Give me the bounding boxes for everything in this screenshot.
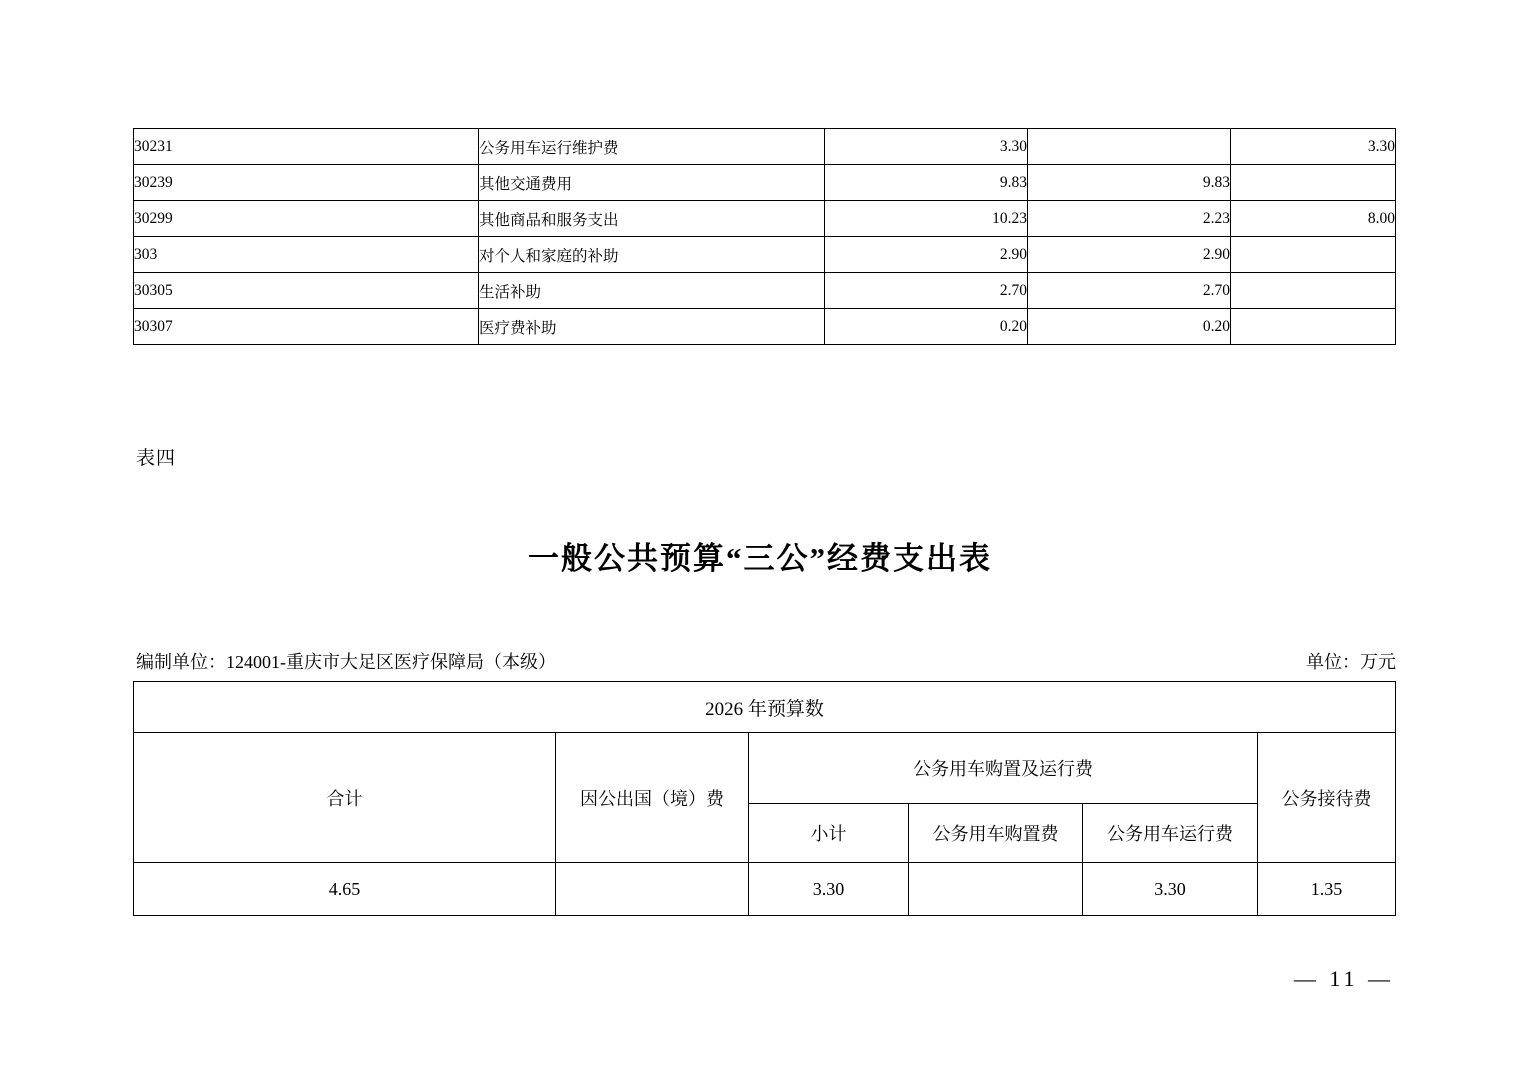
- row-name: 公务用车运行维护费: [479, 129, 825, 165]
- row-col5: [1231, 273, 1396, 309]
- header-abroad: 因公出国（境）费: [556, 733, 749, 863]
- value-abroad: [556, 863, 749, 916]
- row-col5: 8.00: [1231, 201, 1396, 237]
- table-header-row: [134, 733, 1396, 804]
- row-col4: 2.23: [1028, 201, 1231, 237]
- header-vehicle-operation: 公务用车运行费: [1083, 804, 1258, 863]
- row-name: 生活补助: [479, 273, 825, 309]
- table-row: [134, 309, 1396, 345]
- row-code: 30307: [134, 309, 479, 345]
- compiling-unit: 编制单位：124001-重庆市大足区医疗保障局（本级）: [136, 652, 556, 672]
- row-total: 10.23: [825, 201, 1028, 237]
- table-row-year: [134, 682, 1396, 733]
- header-vehicle-subtotal: 小计: [749, 804, 909, 863]
- year-header: 2026 年预算数: [134, 682, 1396, 733]
- row-name: 对个人和家庭的补助: [479, 237, 825, 273]
- row-total: 0.20: [825, 309, 1028, 345]
- three-public-expenses-table: [133, 681, 1395, 916]
- row-col5: 3.30: [1231, 129, 1396, 165]
- value-reception: 1.35: [1258, 863, 1396, 916]
- row-total: 9.83: [825, 165, 1028, 201]
- header-vehicle-group: 公务用车购置及运行费: [749, 733, 1258, 804]
- amount-unit: 单位：万元: [1306, 652, 1396, 672]
- row-total: 3.30: [825, 129, 1028, 165]
- value-vehicle-subtotal: 3.30: [749, 863, 909, 916]
- row-code: 30299: [134, 201, 479, 237]
- row-col4: 9.83: [1028, 165, 1231, 201]
- row-total: 2.90: [825, 237, 1028, 273]
- table-row: [134, 273, 1396, 309]
- value-vehicle-operation: 3.30: [1083, 863, 1258, 916]
- row-code: 30239: [134, 165, 479, 201]
- table-row: [134, 237, 1396, 273]
- row-name: 其他商品和服务支出: [479, 201, 825, 237]
- unit-line: [136, 648, 1396, 674]
- row-col4: 2.70: [1028, 273, 1231, 309]
- table-row: [134, 129, 1396, 165]
- row-code: 30231: [134, 129, 479, 165]
- expenditure-detail-table: [133, 128, 1395, 345]
- row-code: 303: [134, 237, 479, 273]
- header-total: 合计: [134, 733, 556, 863]
- row-name: 医疗费补助: [479, 309, 825, 345]
- header-vehicle-purchase: 公务用车购置费: [909, 804, 1083, 863]
- row-col4: 0.20: [1028, 309, 1231, 345]
- row-col4: [1028, 129, 1231, 165]
- table-row: [134, 201, 1396, 237]
- table-row: [134, 165, 1396, 201]
- value-total: 4.65: [134, 863, 556, 916]
- row-col4: 2.90: [1028, 237, 1231, 273]
- page-number: — 11 —: [1293, 966, 1394, 991]
- table-label: 表四: [136, 448, 177, 469]
- row-code: 30305: [134, 273, 479, 309]
- table-row: [134, 863, 1396, 916]
- row-col5: [1231, 309, 1396, 345]
- row-name: 其他交通费用: [479, 165, 825, 201]
- row-col5: [1231, 237, 1396, 273]
- row-total: 2.70: [825, 273, 1028, 309]
- header-reception: 公务接待费: [1258, 733, 1396, 863]
- value-vehicle-purchase: [909, 863, 1083, 916]
- row-col5: [1231, 165, 1396, 201]
- page-title: 一般公共预算“三公”经费支出表: [528, 541, 992, 576]
